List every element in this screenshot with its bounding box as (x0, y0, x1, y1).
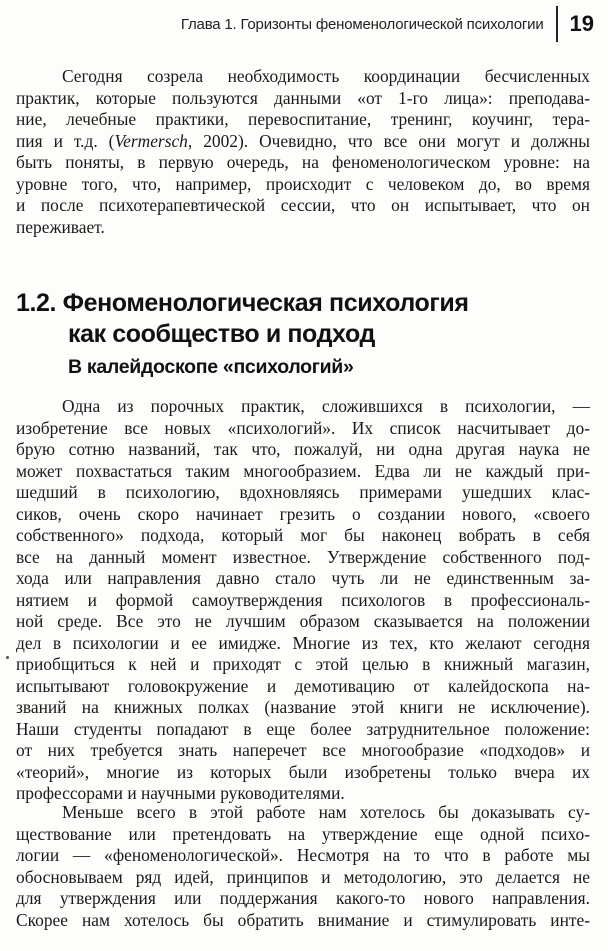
paragraph-line: Наши студенты попадают в еще более затруднительное положение: (16, 718, 590, 739)
paragraph-line: от них требуется знать наперечет все многообразие «подходов» и (16, 740, 590, 760)
section-heading-line-1: 1.2. Феноменологическая психология (16, 289, 469, 317)
paragraph-line: брую сотню названий, так что, пожалуй, ни одна другая наука не (16, 439, 590, 459)
paragraph-3 (16, 802, 590, 931)
section-heading-line-2: как сообщество и подход (68, 320, 375, 348)
paragraph-line: испытывают головокружение и демотивацию от калейдоскопа на- (16, 675, 590, 696)
paragraph-line: званий на книжных полках (название этой книги не исключение). (16, 697, 590, 717)
paragraph-line: ной среде. Все это не лучшим образом сказывается на положении (16, 611, 590, 631)
paragraph-line (16, 131, 590, 153)
paragraph-line: шедший в психологию, вдохновляясь примерами ушедших клас- (16, 482, 590, 502)
paragraph-line: ние, лечебные практики, перевоспитание, тренинг, коучинг, тера- (16, 109, 590, 129)
paragraph-2 (16, 396, 590, 805)
paragraph-line: Меньше всего в этой работе нам хотелось бы доказывать су- (62, 802, 590, 822)
paragraph-line: приобщиться к ней и приходят с этой целью в книжный магазин, (16, 654, 590, 674)
paragraph-line: Одна из порочных практик, сложившихся в психологии, — (62, 396, 590, 416)
subsection-heading: В калейдоскопе «психологий» (68, 356, 354, 378)
paragraph-line: уровне того, что, например, происходит с человеком до, во время (16, 173, 590, 194)
line-suffix: , 2002). Очевидно, что все они могут и должны (187, 130, 590, 151)
running-header (181, 6, 594, 42)
paragraph-line: для утверждения или поддержания какого-то нового направления. (16, 888, 590, 908)
page-number: 19 (569, 11, 594, 36)
paragraph-line: быть поняты, в первую очередь, на феноменологическом уровне: на (16, 152, 590, 172)
paragraph-line: обосновываем ряд идей, принципов и методологию, это делается не (16, 866, 590, 887)
paragraph-1 (16, 66, 590, 238)
paragraph-line: изобретение все новых «психологий». Их список насчитывает до- (16, 417, 590, 438)
header-divider (556, 6, 558, 42)
paragraph-line: практик, которые пользуются данными «от 1-го лица»: преподава- (16, 87, 590, 108)
paragraph-line: логии — «феноменологической». Несмотря на то что в работе мы (16, 845, 590, 865)
paragraph-line: «теорий», многие из которых были изобретены только вчера их (16, 761, 590, 782)
paragraph-line: переживает. (16, 216, 105, 237)
paragraph-line: Сегодня созрела необходимость координации бесчисленных (62, 66, 590, 86)
paragraph-line: профессорами и научными руководителями. (16, 783, 345, 803)
paragraph-line: хода или направления давно стало чуть ли не единственным за- (16, 568, 590, 588)
citation-author: Vermersch (114, 130, 188, 151)
paragraph-line: и после психотерапевтической сессии, что он испытывает, что он (16, 195, 590, 215)
paragraph-line: собственного» подхода, который мог бы наконец вобрать в себя (16, 525, 590, 545)
section-heading (16, 288, 469, 350)
paragraph-line: нятием и формой самоутверждения психологов в профессиональ- (16, 589, 590, 610)
paragraph-line: ществование или претендовать на утверждение еще одной психо- (16, 823, 590, 844)
paragraph-line: может похвастаться таким многообразием. Едва ли не каждый при- (16, 460, 590, 481)
paragraph-line: сиков, очень скоро начинает грезить о создании нового, «своего (16, 503, 590, 524)
paragraph-line: все на данный момент известное. Утверждение собственного под- (16, 546, 590, 567)
margin-mark (6, 656, 9, 659)
paragraph-line: дел в психологии и ее имидже. Многие из тех, кто желают сегодня (16, 632, 590, 653)
chapter-title: Глава 1. Горизонты феноменологической психологии (180, 15, 544, 33)
paragraph-line: Скорее нам хотелось бы обратить внимание и стимулировать инте- (16, 909, 590, 930)
line-prefix: пия и т.д. ( (16, 130, 115, 151)
